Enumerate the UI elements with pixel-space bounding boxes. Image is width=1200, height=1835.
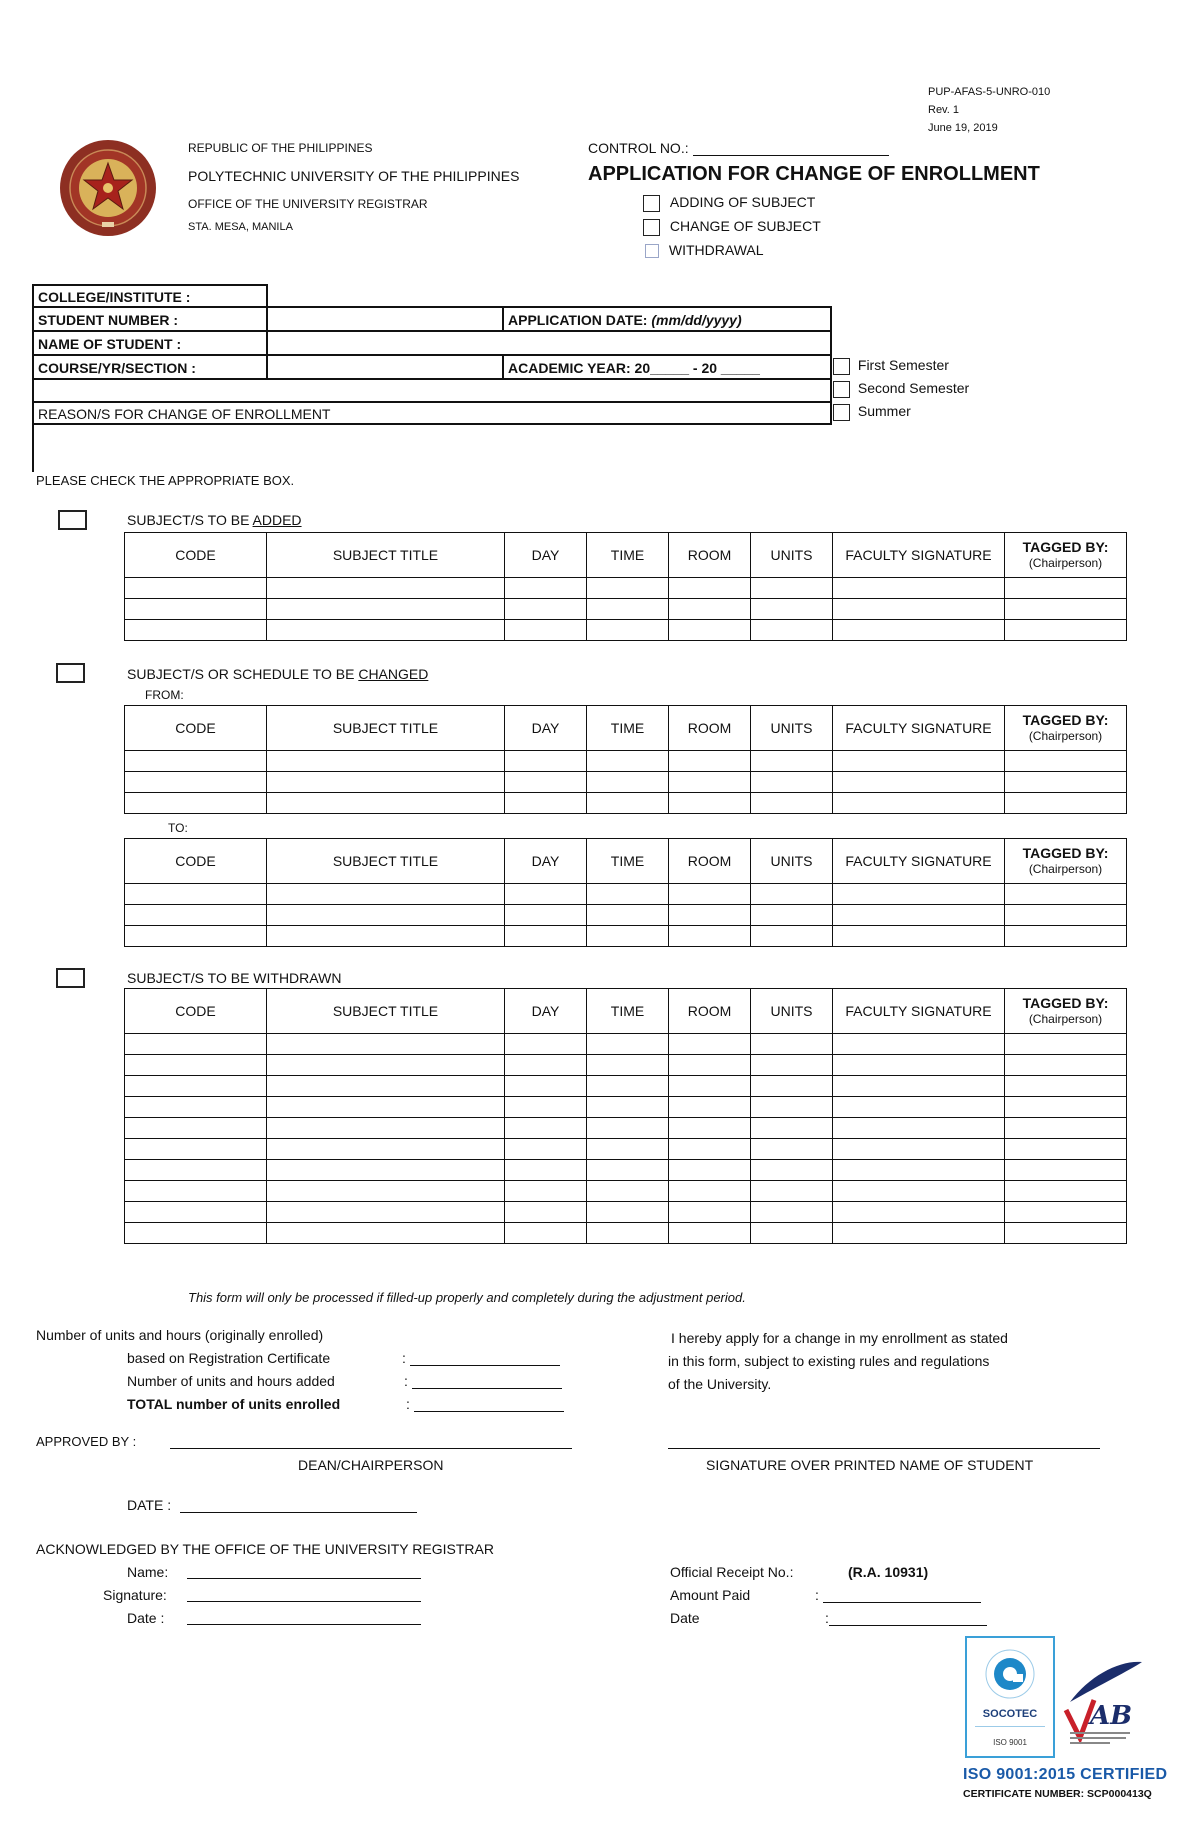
changed-from-table [124, 705, 1127, 814]
changed-emphasis: CHANGED [358, 666, 429, 682]
table-row[interactable] [125, 1202, 1127, 1223]
tagged-by-label: TAGGED BY: [1022, 845, 1109, 861]
header-room: ROOM [669, 706, 751, 751]
to-label: TO: [168, 821, 188, 835]
form-title: APPLICATION FOR CHANGE OF ENROLLMENT [588, 163, 1040, 185]
republic-label: REPUBLIC OF THE PHILIPPINES [188, 141, 373, 155]
document-revision: Rev. 1 [928, 104, 959, 116]
changed-section-checkbox[interactable] [56, 663, 85, 683]
instruction-text: PLEASE CHECK THE APPROPRIATE BOX. [36, 473, 295, 488]
header-units: UNITS [751, 839, 833, 884]
amount-paid-label: Amount Paid [670, 1587, 751, 1603]
header-subject-title: SUBJECT TITLE [267, 989, 505, 1034]
document-date: June 19, 2019 [928, 122, 998, 134]
svg-text:AB: AB [1090, 1701, 1133, 1731]
table-row[interactable] [125, 905, 1127, 926]
document-code-block [928, 83, 1050, 137]
university-seal-logo [58, 138, 158, 238]
added-section-checkbox[interactable] [58, 510, 87, 530]
table-row[interactable] [125, 793, 1127, 814]
table-row[interactable] [125, 1076, 1127, 1097]
socotec-logo [965, 1636, 1055, 1758]
course-field[interactable] [268, 358, 500, 378]
option-adding-label: ADDING OF SUBJECT [669, 194, 816, 210]
amount-paid-field[interactable]: : [815, 1587, 981, 1603]
table-header-row [125, 533, 1127, 578]
option-change-label: CHANGE OF SUBJECT [669, 218, 821, 234]
ack-date2-label: Date [670, 1610, 700, 1626]
table-row[interactable] [125, 1118, 1127, 1139]
units-added-label: Number of units and hours added [127, 1373, 335, 1389]
academic-year-label: ACADEMIC YEAR: 20_____ - 20 _____ [508, 360, 760, 376]
tagged-by-label: TAGGED BY: [1022, 712, 1109, 728]
header-code: CODE [125, 533, 267, 578]
header-room: ROOM [669, 989, 751, 1034]
table-row[interactable] [125, 1055, 1127, 1076]
changed-section-title [127, 666, 428, 682]
added-section-title [127, 512, 302, 528]
added-prefix: SUBJECT/S TO BE [127, 512, 253, 528]
header-tagged-by [1005, 706, 1127, 751]
approved-by-line[interactable] [170, 1448, 572, 1449]
approval-date-label: DATE : [127, 1497, 172, 1513]
header-time: TIME [587, 533, 669, 578]
adding-checkbox[interactable] [643, 195, 660, 212]
jab-accreditation-logo [1060, 1640, 1146, 1750]
application-date-text: APPLICATION DATE: [508, 312, 648, 328]
units-heading: Number of units and hours (originally enrolled) [36, 1327, 324, 1343]
course-label: COURSE/YR/SECTION : [38, 360, 196, 376]
declaration-line-2: in this form, subject to existing rules and regulations [668, 1353, 990, 1369]
first-semester-checkbox[interactable] [833, 358, 850, 375]
table-row[interactable] [125, 599, 1127, 620]
units-based-label: based on Registration Certificate [127, 1350, 331, 1366]
table-header-row [125, 706, 1127, 751]
approved-by-label: APPROVED BY : [36, 1434, 137, 1449]
header-code: CODE [125, 989, 267, 1034]
header-day: DAY [505, 989, 587, 1034]
chairperson-label: (Chairperson) [1028, 1012, 1103, 1026]
from-label: FROM: [145, 688, 184, 702]
socotec-iso-label: ISO 9001 [993, 1738, 1027, 1747]
header-tagged-by [1005, 533, 1127, 578]
table-header-row [125, 839, 1127, 884]
socotec-emblem-icon [967, 1644, 1053, 1714]
header-tagged-by [1005, 989, 1127, 1034]
changed-prefix: SUBJECT/S OR SCHEDULE TO BE [127, 666, 359, 682]
student-number-field[interactable] [268, 310, 500, 330]
second-semester-label: Second Semester [857, 380, 970, 396]
chairperson-label: (Chairperson) [1028, 729, 1103, 743]
option-adding [643, 194, 815, 212]
table-row[interactable] [125, 620, 1127, 641]
student-name-label: NAME OF STUDENT : [38, 336, 182, 352]
processing-note: This form will only be processed if filled-up properly and completely during the adjustment period. [188, 1290, 746, 1305]
ack-date-label: Date : [127, 1610, 165, 1626]
table-header-row [125, 989, 1127, 1034]
office-name: OFFICE OF THE UNIVERSITY REGISTRAR [188, 197, 428, 211]
declaration-text [668, 1327, 1008, 1396]
table-row[interactable] [125, 1181, 1127, 1202]
units-total-label: TOTAL number of units enrolled [127, 1396, 341, 1412]
receipt-ra: (R.A. 10931) [848, 1564, 929, 1580]
dean-chairperson-label: DEAN/CHAIRPERSON [298, 1457, 444, 1473]
student-number-label: STUDENT NUMBER : [38, 312, 178, 328]
chairperson-label: (Chairperson) [1028, 556, 1103, 570]
changed-to-table [124, 838, 1127, 947]
blank-info-row[interactable] [34, 382, 828, 400]
header-day: DAY [505, 839, 587, 884]
option-change [643, 218, 821, 236]
option-withdrawal [643, 242, 764, 258]
document-code: PUP-AFAS-5-UNRO-010 [928, 86, 1051, 98]
table-row[interactable] [125, 1034, 1127, 1055]
header-room: ROOM [669, 533, 751, 578]
application-date-label [504, 310, 746, 330]
ack-signature-label: Signature: [103, 1587, 167, 1603]
summer-label: Summer [857, 403, 911, 419]
header-time: TIME [587, 839, 669, 884]
office-address: STA. MESA, MANILA [188, 221, 293, 233]
header-faculty-signature: FACULTY SIGNATURE [833, 533, 1005, 578]
control-number-field[interactable] [693, 141, 889, 156]
withdrawn-section-checkbox[interactable] [56, 968, 85, 988]
withdrawn-subjects-table [124, 988, 1127, 1244]
header-units: UNITS [751, 706, 833, 751]
student-signature-line[interactable] [668, 1448, 1100, 1449]
header-day: DAY [505, 706, 587, 751]
certificate-number: CERTIFICATE NUMBER: SCP000413Q [963, 1788, 1152, 1800]
semester-second [833, 380, 969, 398]
header-faculty-signature: FACULTY SIGNATURE [833, 989, 1005, 1034]
second-semester-checkbox[interactable] [833, 381, 850, 398]
acknowledgement-heading: ACKNOWLEDGED BY THE OFFICE OF THE UNIVERSITY REGISTRAR [36, 1541, 494, 1557]
ack-name-line[interactable] [187, 1578, 421, 1579]
units-added-field[interactable]: : [404, 1373, 562, 1389]
table-row[interactable] [125, 926, 1127, 947]
header-code: CODE [125, 839, 267, 884]
header-faculty-signature: FACULTY SIGNATURE [833, 839, 1005, 884]
header-tagged-by [1005, 839, 1127, 884]
table-row[interactable] [125, 1139, 1127, 1160]
college-label: COLLEGE/INSTITUTE : [38, 289, 191, 305]
header-code: CODE [125, 706, 267, 751]
withdrawn-section-title: SUBJECT/S TO BE WITHDRAWN [127, 970, 342, 986]
header-room: ROOM [669, 839, 751, 884]
change-checkbox[interactable] [643, 219, 660, 236]
table-row[interactable] [125, 1223, 1127, 1244]
application-date-format: (mm/dd/yyyy) [651, 312, 742, 328]
first-semester-label: First Semester [857, 357, 949, 373]
header-subject-title: SUBJECT TITLE [267, 706, 505, 751]
table-row[interactable] [125, 578, 1127, 599]
semester-summer [833, 403, 911, 421]
header-units: UNITS [751, 533, 833, 578]
chairperson-label: (Chairperson) [1028, 862, 1103, 876]
approval-date-line[interactable] [180, 1512, 417, 1513]
socotec-label: SOCOTEC [982, 1708, 1038, 1720]
ack-name-label: Name: [127, 1564, 169, 1580]
added-emphasis: ADDED [252, 512, 302, 528]
control-number [588, 140, 889, 156]
summer-checkbox[interactable] [833, 404, 850, 421]
header-units: UNITS [751, 989, 833, 1034]
ack-date-line[interactable] [187, 1624, 421, 1625]
added-subjects-table [124, 532, 1127, 641]
declaration-line-1: I hereby apply for a change in my enrollment as stated [671, 1330, 1008, 1346]
header-subject-title: SUBJECT TITLE [267, 533, 505, 578]
header-subject-title: SUBJECT TITLE [267, 839, 505, 884]
table-row[interactable] [125, 772, 1127, 793]
reason-label: REASON/S FOR CHANGE OF ENROLLMENT [38, 406, 331, 422]
header-day: DAY [505, 533, 587, 578]
header-time: TIME [587, 989, 669, 1034]
university-name: POLYTECHNIC UNIVERSITY OF THE PHILIPPINES [188, 168, 520, 184]
header-time: TIME [587, 706, 669, 751]
units-total-field[interactable]: : [406, 1396, 564, 1412]
option-withdrawal-label: WITHDRAWAL [668, 242, 764, 258]
receipt-label: Official Receipt No.: [670, 1564, 794, 1580]
student-signature-label: SIGNATURE OVER PRINTED NAME OF STUDENT [706, 1457, 1034, 1473]
table-row[interactable] [125, 1160, 1127, 1181]
control-number-label: CONTROL NO.: [588, 140, 689, 156]
declaration-line-3: of the University. [668, 1376, 772, 1392]
table-row[interactable] [125, 751, 1127, 772]
withdrawal-checkbox[interactable] [645, 244, 659, 258]
ack-signature-line[interactable] [187, 1601, 421, 1602]
header-faculty-signature: FACULTY SIGNATURE [833, 706, 1005, 751]
tagged-by-label: TAGGED BY: [1022, 539, 1109, 555]
tagged-by-label: TAGGED BY: [1022, 995, 1109, 1011]
iso-certified-label: ISO 9001:2015 CERTIFIED [963, 1766, 1168, 1783]
table-row[interactable] [125, 884, 1127, 905]
units-based-field[interactable]: : [402, 1350, 560, 1366]
table-row[interactable] [125, 1097, 1127, 1118]
student-name-field[interactable] [268, 334, 828, 354]
ack-date2-field[interactable]: : [825, 1610, 987, 1626]
semester-first [833, 357, 949, 375]
